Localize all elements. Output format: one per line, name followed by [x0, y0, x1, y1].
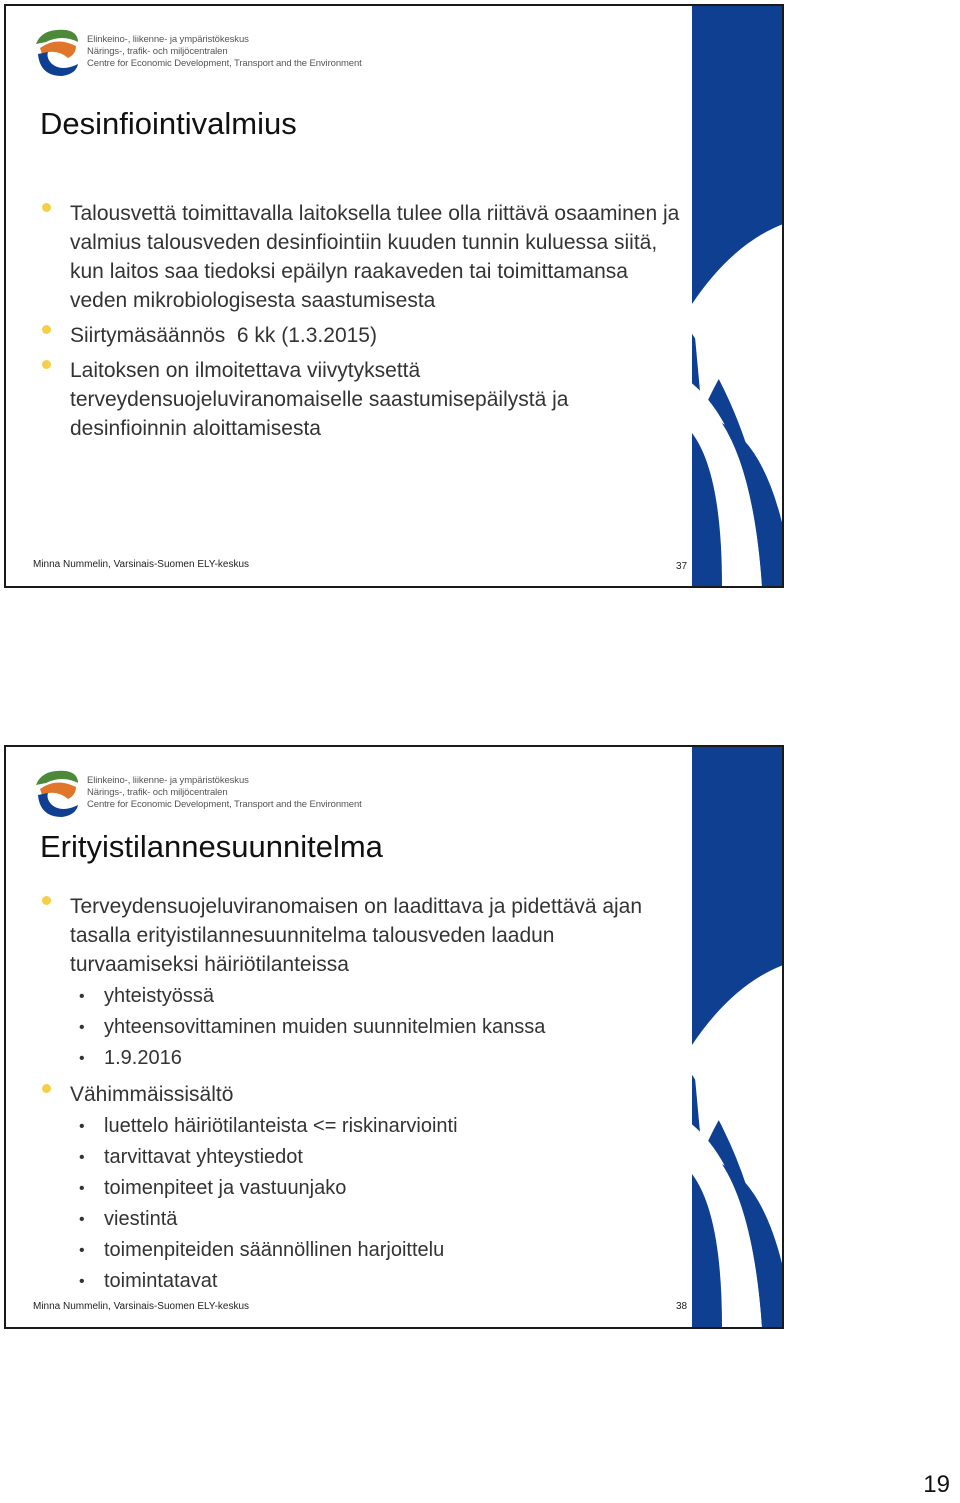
org-name-fi: Elinkeino-, liikenne- ja ympäristökeskus — [87, 34, 249, 45]
slide-footer: Minna Nummelin, Varsinais-Suomen ELY-keskus — [33, 559, 250, 570]
sub-bullet-item — [70, 981, 680, 1012]
bullet-item — [40, 892, 680, 1074]
sub-bullet-item — [70, 1235, 680, 1266]
bullet-text: Siirtymäsäännös 6 kk (1.3.2015) — [70, 324, 377, 347]
org-name-sv: Närings-, trafik- och miljöcentralen — [87, 46, 228, 57]
bullet-item — [40, 199, 680, 315]
bullet-dot-icon — [42, 1084, 51, 1093]
organization-name — [87, 34, 362, 70]
slide-footer: Minna Nummelin, Varsinais-Suomen ELY-keskus — [33, 1301, 250, 1312]
page-number: 19 — [923, 1471, 950, 1498]
sub-bullet-dot-icon: • — [79, 1273, 85, 1290]
sub-bullet-dot-icon: • — [79, 1019, 85, 1036]
sub-bullet-dot-icon: • — [79, 1242, 85, 1259]
sub-bullet-item — [70, 1111, 680, 1142]
bullet-text: Talousvettä toimittavalla laitoksella tulee olla riittävä osaaminen ja valmius talousveden desinfiointiin kuuden tunnin kuluessa siitä, kun laitos saa tiedoksi epäilyn raakaveden tai toimittamansa veden mikrobiologisesta saastumisesta — [70, 202, 680, 312]
sub-bullet-dot-icon: • — [79, 1118, 85, 1135]
bullet-item — [40, 356, 680, 443]
sub-bullet-text: yhteistyössä — [104, 985, 215, 1007]
navy-wave-decoration — [692, 6, 782, 586]
slide-title: Erityistilannesuunnitelma — [40, 829, 383, 864]
sub-bullet-dot-icon: • — [79, 1149, 85, 1166]
sub-bullet-list — [70, 1111, 680, 1297]
org-name-fi: Elinkeino-, liikenne- ja ympäristökeskus — [87, 775, 249, 786]
sub-bullet-dot-icon: • — [79, 1211, 85, 1228]
sub-bullet-text: tarvittavat yhteystiedot — [104, 1146, 303, 1168]
sub-bullet-dot-icon: • — [79, 1050, 85, 1067]
bullet-list — [40, 892, 680, 1303]
sub-bullet-dot-icon: • — [79, 988, 85, 1005]
slide-37 — [4, 4, 784, 588]
bullet-item — [40, 321, 680, 350]
ely-emblem-icon — [32, 24, 82, 80]
sub-bullet-item — [70, 1266, 680, 1297]
org-name-en: Centre for Economic Development, Transport and the Environment — [87, 799, 362, 810]
org-name-sv: Närings-, trafik- och miljöcentralen — [87, 787, 228, 798]
sub-bullet-text: toimenpiteiden säännöllinen harjoittelu — [104, 1239, 445, 1261]
ely-emblem-icon — [32, 765, 82, 821]
bullet-text: Terveydensuojeluviranomaisen on laadittava ja pidettävä ajan tasalla erityistilannesuunnitelma talousveden laadun turvaamiseksi häiriötilanteissa — [70, 895, 643, 976]
navy-wave-decoration — [692, 747, 782, 1327]
sub-bullet-text: viestintä — [104, 1208, 178, 1230]
sub-bullet-text: luettelo häiriötilanteista <= riskinarviointi — [104, 1115, 458, 1137]
bullet-dot-icon — [42, 896, 51, 905]
slide-38 — [4, 745, 784, 1329]
sub-bullet-item — [70, 1043, 680, 1074]
sub-bullet-text: 1.9.2016 — [104, 1047, 182, 1069]
slide-number: 37 — [676, 561, 688, 572]
bullet-text: Vähimmäissisältö — [70, 1083, 234, 1106]
organization-name — [87, 775, 362, 811]
sub-bullet-item — [70, 1204, 680, 1235]
org-name-en: Centre for Economic Development, Transport and the Environment — [87, 58, 362, 69]
sub-bullet-item — [70, 1173, 680, 1204]
ely-logo — [32, 24, 362, 88]
sub-bullet-text: toimintatavat — [104, 1270, 218, 1292]
bullet-dot-icon — [42, 325, 51, 334]
sub-bullet-item — [70, 1142, 680, 1173]
bullet-text: Laitoksen on ilmoitettava viivytyksettä terveydensuojeluviranomaiselle saastumisepäilystä ja desinfioinnin aloittamisesta — [70, 359, 569, 440]
sub-bullet-text: toimenpiteet ja vastuunjako — [104, 1177, 347, 1199]
slide-number: 38 — [676, 1301, 688, 1312]
bullet-item — [40, 1080, 680, 1297]
sub-bullet-item — [70, 1012, 680, 1043]
bullet-dot-icon — [42, 360, 51, 369]
sub-bullet-list — [70, 981, 680, 1074]
sub-bullet-text: yhteensovittaminen muiden suunnitelmien kanssa — [104, 1016, 546, 1038]
slide-title: Desinfiointivalmius — [40, 106, 297, 141]
ely-logo — [32, 765, 362, 829]
bullet-dot-icon — [42, 203, 51, 212]
bullet-list — [40, 199, 680, 449]
sub-bullet-dot-icon: • — [79, 1180, 85, 1197]
